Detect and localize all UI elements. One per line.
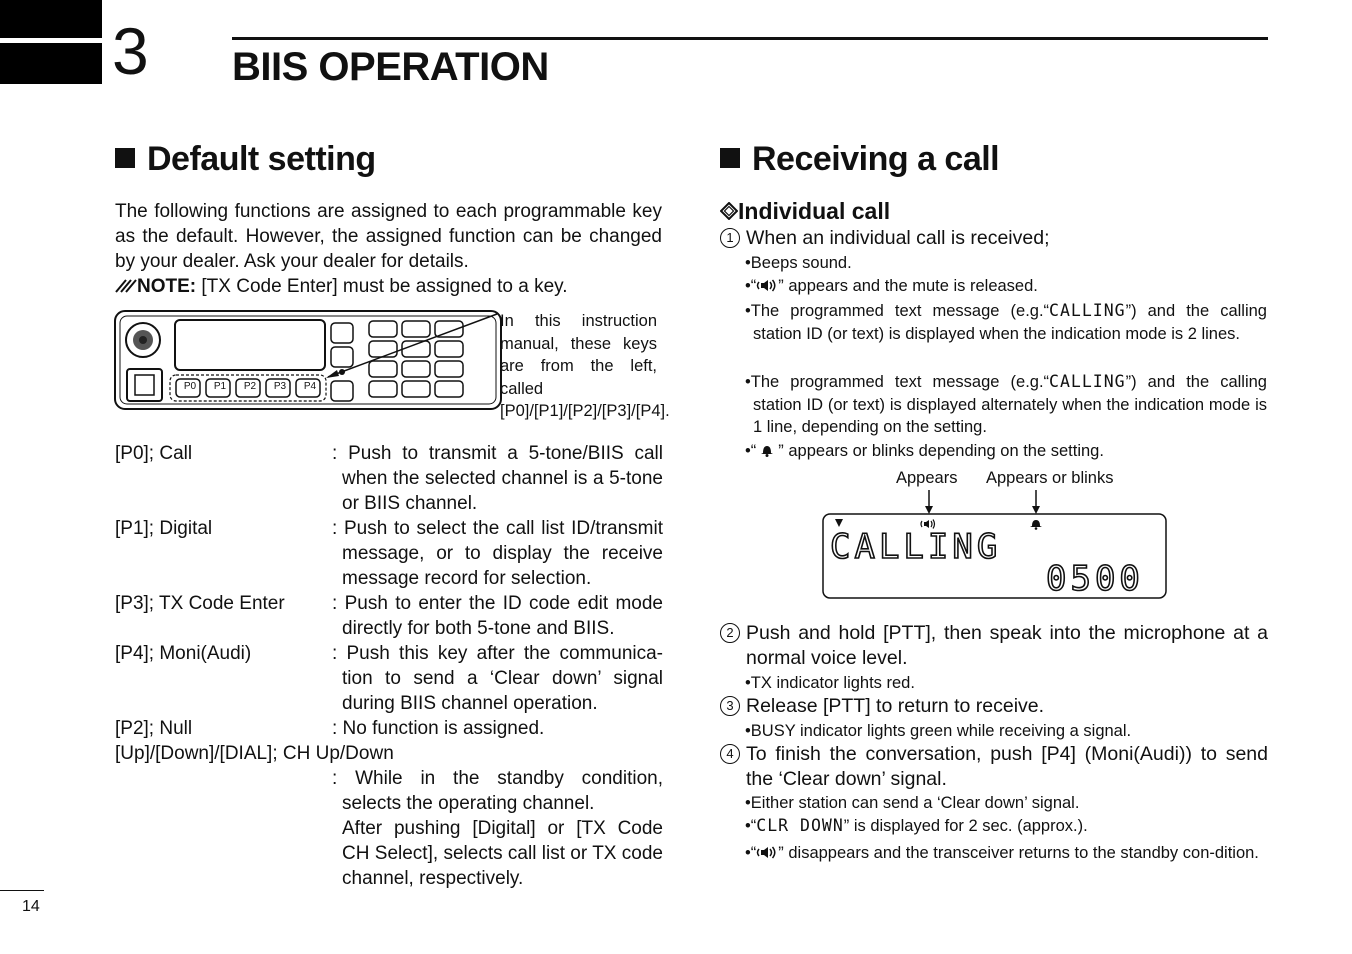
key-row-p1	[115, 516, 663, 591]
square-bullet-icon	[720, 148, 740, 168]
radio-front-panel-illustration	[113, 309, 503, 411]
lcd-line-1: CALLING	[830, 527, 1002, 567]
note-text: [TX Code Enter] must be assigned to a key.	[196, 276, 568, 297]
key-desc: : Push to select the call list ID/transmit message, or to display the receive message record for selection.	[332, 518, 663, 589]
subsection-title: Individual call	[720, 198, 890, 225]
lcd-text-sample: CLR DOWN	[756, 816, 844, 835]
bullet-audio-appears: •“ ” appears and the mute is released.	[745, 277, 1038, 295]
note	[115, 274, 675, 299]
bell-icon	[756, 444, 778, 457]
step-1: 1 When an individual call is received;	[720, 226, 1268, 251]
key-label: [Up]/[Down]/[DIAL]; CH Up/Down	[115, 743, 394, 764]
step-number: 2	[720, 623, 740, 643]
bullet-busy-indicator: •BUSY indicator lights green while receiving a signal.	[745, 722, 1132, 740]
key-row-p0	[115, 441, 663, 516]
footer-rule	[0, 890, 44, 891]
lcd-line-2: 0500	[1046, 559, 1144, 599]
key-label: [P3]; TX Code Enter	[115, 593, 285, 614]
bullet-text-1line: •The programmed text message (e.g.“CALLING”) and the calling station ID (or text) is displayed alternately when the indication mode is 1 line, depending on the setting.	[745, 372, 1267, 436]
panel-key-p4: P4	[303, 381, 317, 392]
panel-key-p3: P3	[273, 381, 287, 392]
key-label: [P0]; Call	[115, 443, 193, 464]
key-label: [P4]; Moni(Audi)	[115, 643, 252, 664]
panel-key-p1: P1	[213, 381, 227, 392]
panel-key-p0: P0	[183, 381, 197, 392]
key-row-p2	[115, 716, 663, 741]
key-row-p3	[115, 591, 663, 641]
chapter-tab	[0, 0, 102, 84]
key-label: [P2]; Null	[115, 718, 193, 739]
key-desc: : No function is assigned.	[332, 718, 545, 739]
speaker-icon	[756, 846, 778, 859]
step-number: 3	[720, 696, 740, 716]
key-desc: : Push to transmit a 5-tone/BIIS call when the selected channel is a 5-tone or BIIS channel.	[332, 443, 663, 514]
step-number: 1	[720, 228, 740, 248]
intro-paragraph: The following functions are assigned to each programmable key as the default. However, the assigned function can be changed by your dealer. Ask your dealer for details.	[115, 201, 662, 272]
note-hatch-icon	[115, 279, 137, 293]
step-2: 2 Push and hold [PTT], then speak into the microphone at a normal voice level.	[720, 621, 1268, 671]
chapter-title: BIIS OPERATION	[232, 45, 549, 89]
key-desc: : Push to enter the ID code edit mode directly for both 5-tone and BIIS.	[332, 593, 663, 639]
key-desc: : Push this key after the communica-tion to send a ‘Clear down’ signal during BIIS channel operation.	[332, 643, 663, 714]
diamond-outline-icon	[720, 202, 738, 220]
bullet-tx-indicator: •TX indicator lights red.	[745, 674, 915, 692]
step-number: 4	[720, 744, 740, 764]
step-4: 4 To finish the conversation, push [P4] (Moni(Audi)) to send the ‘Clear down’ signal.	[720, 742, 1268, 792]
bullet-clr-down-displayed: •“CLR DOWN” is displayed for 2 sec. (approx.).	[745, 816, 1088, 835]
section-title-receiving-a-call: Receiving a call	[720, 140, 999, 179]
step-3: 3 Release [PTT] to return to receive.	[720, 694, 1268, 719]
bullet-beeps: •Beeps sound.	[745, 254, 852, 272]
bullet-audio-disappears: •“ ” disappears and the transceiver returns to the standby con-dition.	[745, 844, 1259, 862]
bullet-bell-appears: •“ ” appears or blinks depending on the setting.	[745, 442, 1104, 460]
panel-callout: In this instruction manual, these keys are from the left, called [P0]/[P1]/[P2]/[P3]/[P4].	[500, 312, 670, 420]
section-title-default-setting: Default setting	[115, 140, 376, 179]
key-desc-extra: After pushing [Digital] or [TX Code CH Select], selects call list or TX code channel, respectively.	[342, 818, 663, 889]
key-desc: : While in the standby condition, selects the operating channel.	[332, 768, 663, 814]
key-label: [P1]; Digital	[115, 518, 213, 539]
lcd-text-sample: CALLING	[1049, 301, 1126, 320]
bullet-text-2lines: •The programmed text message (e.g.“CALLING”) and the calling station ID (or text) is displayed when the indication mode is 2 lines.	[745, 301, 1267, 343]
page-number: 14	[22, 898, 40, 915]
square-bullet-icon	[115, 148, 135, 168]
label-appears: Appears	[896, 469, 958, 487]
speaker-icon	[756, 279, 778, 292]
header-rule	[232, 37, 1268, 40]
label-appears-or-blinks: Appears or blinks	[986, 469, 1114, 487]
lcd-text-sample: CALLING	[1049, 372, 1126, 391]
bullet-clear-down-either: •Either station can send a ‘Clear down’ signal.	[745, 794, 1080, 812]
key-row-p4	[115, 641, 663, 716]
chapter-number: 3	[112, 14, 149, 88]
key-row-updown	[115, 741, 663, 891]
note-label: NOTE:	[137, 276, 197, 297]
panel-key-p2: P2	[243, 381, 257, 392]
